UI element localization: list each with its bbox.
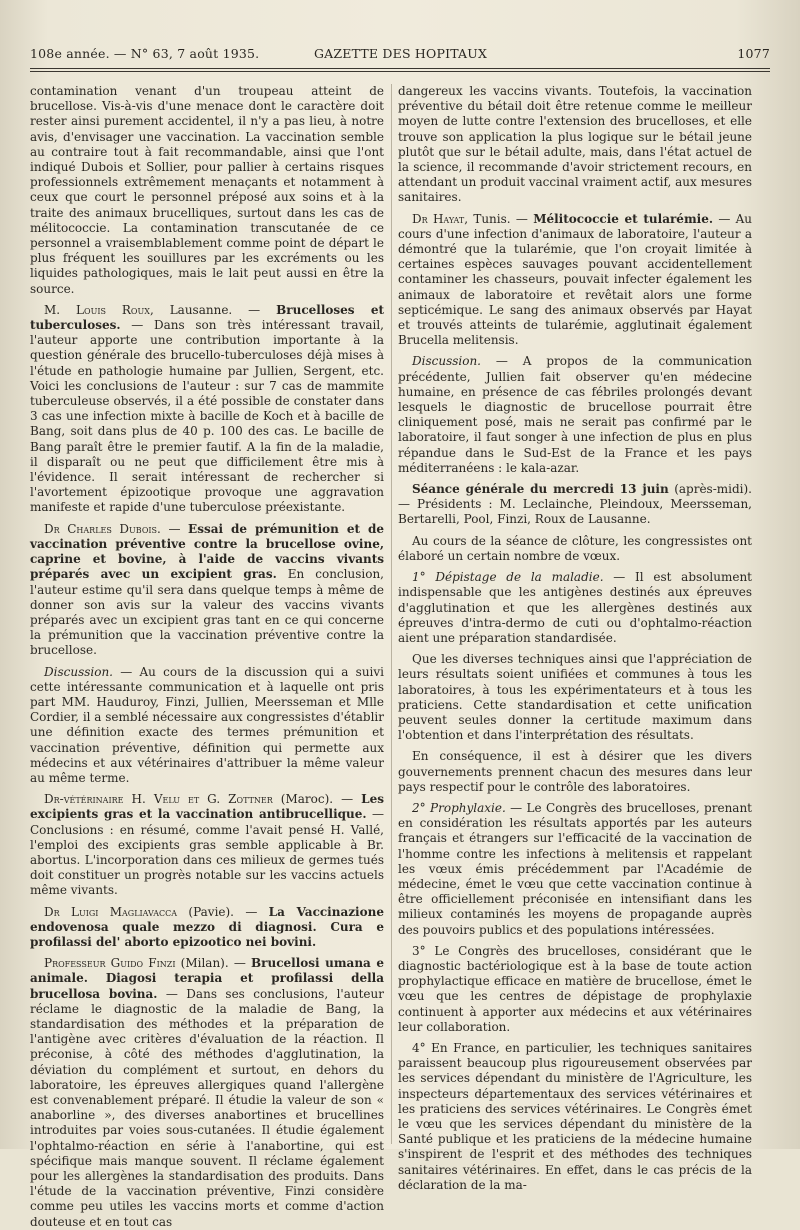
article-paragraph	[398, 1041, 752, 1193]
article-paragraph	[30, 905, 384, 951]
article-paragraph	[30, 303, 384, 516]
paper-title: Les excipients gras et la vaccination antibrucellique.	[30, 792, 384, 822]
author-place: , Tunis. —	[464, 211, 534, 226]
section-label: Discussion.	[412, 354, 481, 369]
article-paragraph	[398, 534, 752, 564]
author-place: (Maroc). —	[272, 792, 362, 807]
issue-info: 108e année. — N° 63, 7 août 1935.	[30, 46, 260, 61]
paragraph-text: — Le Congrès des brucelloses, prenant en considération les résultats apportés par les auteurs français et étrangers sur l'efficacité de la vaccination de l'homme contre les infections à melitensis et rappelant les vœux émis précédemment par l'Académie de médecine, émet le vœu que cette vaccination continue à être officiellement préconisée en intensifiant dans les milieux contaminés les moyens de propagande auprès des pouvoirs publics et des populations intéressées.	[398, 800, 752, 937]
paper-title: Essai de prémunition et de vaccination préventive contre la brucellose ovine, caprine et bovine, à l'aide de vaccins vivants préparés avec un excipient gras.	[30, 521, 384, 582]
paragraph-text: dangereux les vaccins vivants. Toutefois, la vaccination préventive du bétail doit être retenue comme le meilleur moyen de lutte contre l'extension des brucelloses, et elle trouve son application la plus logique sur le bétail jeune plutôt que sur le bétail adulte, mais, dans l'état actuel de la science, il recommande d'avoir strictement recours, en attendant un produit vaccinal vraiment actif, aux mesures sanitaires.	[398, 84, 752, 205]
paragraph-text: — Il est absolument indispensable que les antigènes destinés aux épreuves d'agglutination et que les allergènes destinés aux épreuves d'intra-dermo de cuti ou d'ophtalmo-réaction aient une préparation standardisée.	[398, 570, 752, 645]
right-column	[398, 84, 753, 1192]
paragraph-text: 3° Le Congrès des brucelloses, considérant que le diagnostic bactériologique est à la base de toute action prophylactique efficace en matière de brucellose, émet le vœu que les centres de dépistage de prophylaxie continuent à apporter aux médecins et aux vétérinaires leur collaboration.	[398, 943, 752, 1034]
author-place: (Milan). —	[175, 956, 252, 971]
paragraph-text: En conclusion, l'auteur estime qu'il sera dans quelque temps à même de donner son avis sur la valeur des vaccins vivants préparés avec un excipient gras tant en ce qui concerne la prémunition que la vaccination préventive contre la brucellose.	[30, 567, 384, 658]
paper-title: Mélitococcie et tularémie.	[533, 211, 714, 226]
author-name: Dr-vétérinaire H. Velu et G. Zottner	[44, 792, 273, 807]
article-paragraph	[30, 792, 384, 898]
article-paragraph	[398, 801, 752, 938]
article-paragraph	[398, 482, 752, 528]
paragraph-text: — Au cours de la discussion qui a suivi cette intéressante communication et à laquelle ont pris part MM. Hauduroy, Finzi, Jullien, Meersseman et Mlle Cordier, il a semblé nécessaire aux congressistes d'établir une définition exacte des termes prémunition et vaccination préventive, définition qui permette aux médecins et aux vétérinaires d'attribuer la même valeur au même terme.	[30, 664, 384, 785]
paper-title: Brucellosi umana e animale. Diagosi terapia et profilassi della brucellosa bovina.	[30, 956, 384, 1001]
article-paragraph	[398, 944, 752, 1035]
header-rule	[30, 68, 770, 69]
article-paragraph	[398, 652, 752, 743]
author-place: . —	[157, 521, 189, 536]
paragraph-text: — Au cours d'une infection d'animaux de laboratoire, l'auteur a démontré que la tularémie, que l'on croyait limitée à certaines espèces sauvages pouvant accidentellement contaminer les chasseurs, pouvait infecter également les animaux de laboratoire et revêtait alors une forme septicémique. Le sang des animaux observés par Hayat et trouvés atteints de tularémie, agglutinait également Brucella melitensis.	[398, 211, 753, 348]
paragraph-text: contamination venant d'un troupeau atteint de brucellose. Vis-à-vis d'une menace dont le caractère doit rester ainsi purement accidentel, il n'y a pas lieu, à notre avis, d'envisager une vaccination. La vaccination semble au contraire tout à fait recommandable, ainsi que l'ont indiqué Dubois et Sollier, pour pallier à certains risques professionnels extrêmement menaçants et notamment à ceux que court le personnel préposé aux soins et à la traite des animaux brucelliques, surtout dans les cas de mélitococcie. La contamination transcutanée de ce personnel a vraisemblablement comme point de départ le plus fréquent les souillures par les excréments ou les liquides pathologiques, mais le lait peut aussi en être la source.	[30, 84, 384, 296]
article-paragraph	[398, 84, 752, 206]
article-paragraph	[398, 212, 752, 349]
section-label: Discussion.	[44, 664, 113, 679]
article-paragraph	[398, 749, 752, 795]
paragraph-text: — Dans ses conclusions, l'auteur réclame le diagnostic de la maladie de Bang, la standardisation des méthodes et la préparation de l'antigène avec critères d'évaluation de la réaction. Il préconise, à côté des méthodes d'agglutination, la déviation du complément et surtout, en dehors du laboratoire, les épreuves allergiques quand l'allergène est convenablement préparé. Il étudie la valeur de son « anaborline », des diverses anabortines et brucellines introduites par voies sous-cutanées. Il étudie également l'ophtalmo-réaction en série à l'anabortine, qui est spécifique mais manque souvent. Il réclame également pour les allergènes la standardisation des produits. Dans l'étude de la vaccination préventive, Finzi considère comme peu utiles les vaccins morts et comme d'action douteuse et en tout cas	[30, 986, 384, 1229]
page-header	[30, 46, 770, 68]
paragraph-text: En conséquence, il est à désirer que les divers gouvernements prennent chacun des mesures dans leur pays respectif pour le contrôle des laboratoires.	[398, 749, 752, 794]
page-number: 1077	[737, 46, 770, 61]
article-paragraph	[30, 956, 384, 1230]
paragraph-text: 4° En France, en particulier, les techniques sanitaires paraissent beaucoup plus rigoureusement observées par les services dépendant du ministère de l'Agriculture, les inspecteurs départementaux des services vétérinaires et les praticiens des services vétérinaires. Le Congrès émet le vœu que les services dépendant du ministère de la Santé publique et les praticiens de la médecine humaine s'inspirent de l'esprit et des méthodes des techniques sanitaires vétérinaires. En effet, dans le cas précis de la déclaration de la ma-	[398, 1040, 752, 1192]
paragraph-text: (après-midi). — Présidents : M. Leclainche, Pleindoux, Meersseman, Bertarelli, Pool, Finzi, Roux de Lausanne.	[398, 482, 752, 527]
article-paragraph	[30, 665, 384, 787]
author-name: Professeur Guido Finzi	[44, 956, 176, 971]
article-paragraph	[398, 570, 752, 646]
paragraph-text: Au cours de la séance de clôture, les congressistes ont élaboré un certain nombre de vœux.	[398, 533, 752, 563]
column-divider	[391, 84, 392, 1144]
author-name: Dr Hayat	[412, 211, 465, 226]
paragraph-text: — A propos de la communication précédente, Jullien fait observer qu'en médecine humaine, en présence de cas fébriles prolongés devant lesquels le diagnostic de brucellose pourrait être cliniquement posé, mais ne serait pas confirmé par le laboratoire, il faut songer à une infection de plus en plus répandue dans le Sud-Est de la France et les pays méditerranéens : le kala-azar.	[398, 354, 752, 475]
left-column	[30, 84, 385, 1229]
journal-title: GAZETTE DES HOPITAUX	[314, 46, 488, 61]
paragraph-text: — Conclusions : en résumé, comme l'avait pensé H. Vallé, l'emploi des excipients gras semble applicable à Br. abortus. L'incorporation dans ces milieux de germes tués doit constituer un progrès notable sur les vaccins actuels même vivants.	[30, 807, 384, 898]
article-paragraph	[30, 84, 384, 297]
paragraph-text: — Dans son très intéressant travail, l'auteur apporte une contribution importante à la question générale des brucello-tuberculoses déjà mises à l'étude en pathologie humaine par Jullien, Sergent, etc. Voici les conclusions de l'auteur : sur 7 cas de mammite tuberculeuse observés, il a été possible de constater dans 3 cas une infection mixte à bacille de Koch et à bacille de Bang, soit dans plus de 40 p. 100 des cas. Le bacille de Bang paraît être le premier fautif. A la fin de la maladie, il disparaît ou ne peut que difficilement être mis à l'évidence. Il serait intéressant de rechercher si l'avortement épizootique provoque une aggravation manifeste et rapide d'une tuberculose préexistante.	[30, 318, 384, 515]
section-label: 2° Prophylaxie.	[412, 800, 506, 815]
article-paragraph	[30, 522, 384, 659]
paper-title: Brucelloses et tuberculoses.	[30, 302, 385, 333]
section-label: 1° Dépistage de la maladie.	[412, 570, 604, 585]
author-place: (Pavie). —	[177, 904, 269, 919]
author-name: Dr Luigi Magliavacca	[44, 904, 178, 919]
paragraph-text: Que les diverses techniques ainsi que l'appréciation de leurs résultats soient unifiées et communes à tous les laboratoires, à tous les expérimentateurs et à tous les praticiens. Cette standardisation et cette unification peuvent seules donner la certitude maximum dans l'obtention et dans l'interprétation des résultats.	[398, 652, 752, 743]
article-paragraph	[398, 354, 752, 476]
header-rule-double	[30, 71, 770, 72]
author-name: Dr Charles Dubois	[44, 521, 158, 536]
paper-title: La Vaccinazione endovenosa quale mezzo di diagnosi. Cura e profilassi del' aborto epizootico nei bovini.	[30, 904, 384, 949]
author-place: , Lausanne. —	[149, 302, 277, 317]
session-title: Séance générale du mercredi 13 juin	[412, 482, 669, 497]
author-name: M. Louis Roux	[44, 302, 150, 317]
